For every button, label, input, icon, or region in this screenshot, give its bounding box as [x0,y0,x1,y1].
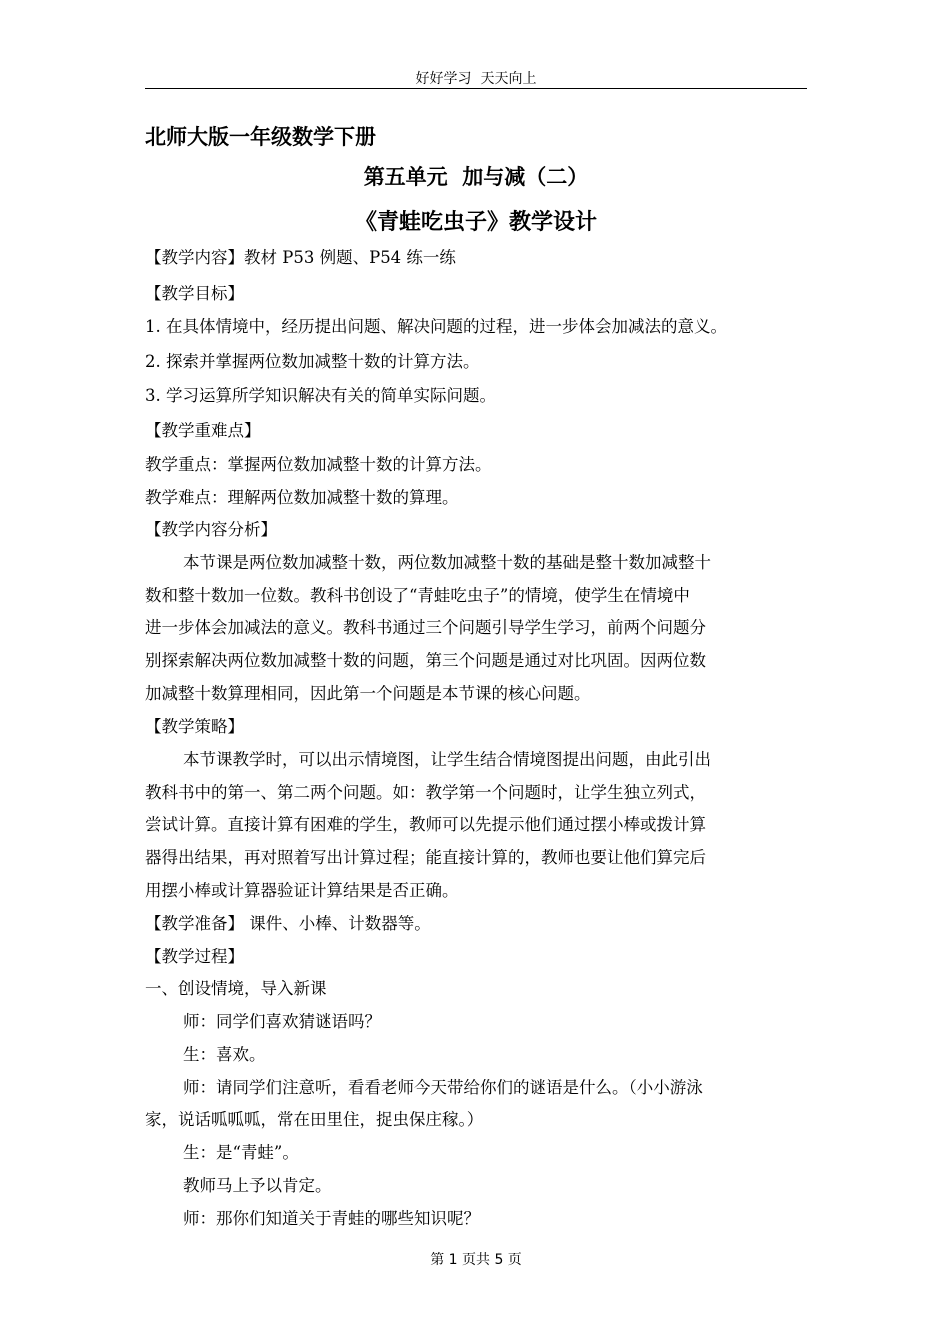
objective-3: 3. 学习运算所学知识解决有关的简单实际问题。 [145,386,496,405]
section-analysis-heading: 【教学内容分析】 [145,520,277,539]
analysis-paragraph-line: 别探索解决两位数加减整十数的问题，第三个问题是通过对比巩固。因两位数 [145,651,706,670]
section-process-heading: 【教学过程】 [145,947,244,966]
page-footer: 第 1 页共 5 页 [430,1252,522,1268]
analysis-paragraph-line: 本节课是两位数加减整十数，两位数加减整十数的基础是整十数加减整十 [183,553,711,572]
dialogue-line: 生：是“青蛙”。 [183,1143,299,1162]
lesson-title: 《青蛙吃虫子》教学设计 [354,210,597,235]
difficult-point: 教学难点：理解两位数加减整十数的算理。 [145,488,459,507]
analysis-paragraph-line: 加减整十数算理相同，因此第一个问题是本节课的核心问题。 [145,684,591,703]
dialogue-line: 师：那你们知道关于青蛙的哪些知识呢？ [183,1209,480,1228]
key-point: 教学重点：掌握两位数加减整十数的计算方法。 [145,455,492,474]
dialogue-line: 家，说话呱呱呱，常在田里住，捉虫保庄稼。） [145,1110,484,1129]
objective-1: 1. 在具体情境中，经历提出问题、解决问题的过程，进一步体会加减法的意义。 [145,317,727,336]
objective-2: 2. 探索并掌握两位数加减整十数的计算方法。 [145,352,480,371]
analysis-paragraph-line: 数和整十数加一位数。教科书创设了“青蛙吃虫子”的情境，使学生在情境中 [145,586,690,605]
page-header: 好好学习 天天向上 [415,71,537,87]
section-preparation: 【教学准备】 课件、小棒、计数器等。 [145,914,431,933]
dialogue-line: 教师马上予以肯定。 [183,1176,332,1195]
unit-title: 第五单元 加与减（二） [363,165,589,189]
dialogue-line: 生：喜欢。 [183,1045,266,1064]
strategy-paragraph-line: 用摆小棒或计算器验证计算结果是否正确。 [145,881,459,900]
header-divider [145,88,807,89]
process-step-1-heading: 一、创设情境，导入新课 [145,979,327,998]
dialogue-line: 师：请同学们注意听，看看老师今天带给你们的谜语是什么。（小小游泳 [183,1078,703,1097]
strategy-paragraph-line: 器得出结果，再对照着写出计算过程；能直接计算的，教师也要让他们算完后 [145,848,706,867]
section-objectives-heading: 【教学目标】 [145,284,244,303]
section-strategy-heading: 【教学策略】 [145,717,244,736]
strategy-paragraph-line: 教科书中的第一、第二两个问题。如：教学第一个问题时，让学生独立列式， [145,783,706,802]
section-content: 【教学内容】教材 P53 例题、P54 练一练 [145,248,456,267]
series-title: 北师大版一年级数学下册 [145,125,376,149]
section-key-points-heading: 【教学重难点】 [145,421,261,440]
dialogue-line: 师：同学们喜欢猜谜语吗？ [183,1012,381,1031]
analysis-paragraph-line: 进一步体会加减法的意义。教科书通过三个问题引导学生学习，前两个问题分 [145,618,706,637]
strategy-paragraph-line: 本节课教学时，可以出示情境图，让学生结合情境图提出问题，由此引出 [183,750,711,769]
strategy-paragraph-line: 尝试计算。直接计算有困难的学生，教师可以先提示他们通过摆小棒或拨计算 [145,815,706,834]
